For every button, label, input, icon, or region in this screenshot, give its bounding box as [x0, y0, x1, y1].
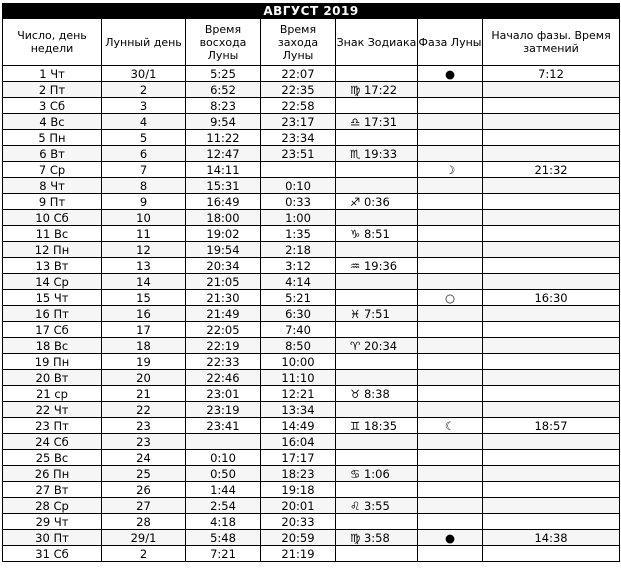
- table-row: [3, 290, 620, 306]
- table-row: [3, 306, 620, 322]
- col-phase-cell: [418, 210, 483, 226]
- col-phase-cell: ●: [418, 530, 483, 546]
- col-phase-start-cell: [483, 514, 620, 530]
- col-day-cell: 30 Пт: [3, 530, 102, 546]
- table-row: [3, 514, 620, 530]
- moon-calendar-table: [2, 3, 620, 562]
- table-row: [3, 146, 620, 162]
- col-zodiac-cell: ♐ 0:36: [336, 194, 418, 210]
- col-zodiac-cell: [336, 370, 418, 386]
- col-day-cell: 24 Сб: [3, 434, 102, 450]
- col-moonrise-cell: 12:47: [186, 146, 261, 162]
- col-moonset-cell: 4:14: [261, 274, 336, 290]
- col-moonrise-cell: 7:21: [186, 546, 261, 562]
- col-moonrise-cell: [186, 434, 261, 450]
- table-title: АВГУСТ 2019: [3, 4, 620, 19]
- col-zodiac-cell: [336, 66, 418, 82]
- col-phase-start-cell: 7:12: [483, 66, 620, 82]
- col-moonset-cell: 23:34: [261, 130, 336, 146]
- col-zodiac-cell: [336, 402, 418, 418]
- col-zodiac-cell: [336, 162, 418, 178]
- col-moonrise-cell: 23:01: [186, 386, 261, 402]
- col-day-cell: 29 Чт: [3, 514, 102, 530]
- table-row: [3, 210, 620, 226]
- col-lunar-day-cell: 19: [102, 354, 186, 370]
- col-zodiac-cell: [336, 482, 418, 498]
- col-day-cell: 25 Вс: [3, 450, 102, 466]
- col-phase-start-cell: [483, 434, 620, 450]
- col-moonrise-cell: 22:05: [186, 322, 261, 338]
- col-moonset-cell: 14:49: [261, 418, 336, 434]
- table-row: [3, 194, 620, 210]
- col-moonset-cell: 22:35: [261, 82, 336, 98]
- col-day-cell: 15 Чт: [3, 290, 102, 306]
- col-moonrise-cell: 11:22: [186, 130, 261, 146]
- col-day-cell: 9 Пт: [3, 194, 102, 210]
- col-phase-start-cell: [483, 258, 620, 274]
- col-zodiac-cell: [336, 242, 418, 258]
- col-moonrise-cell: 4:18: [186, 514, 261, 530]
- col-day-cell: 3 Сб: [3, 98, 102, 114]
- col-moonset-cell: 10:00: [261, 354, 336, 370]
- col-phase-cell: [418, 114, 483, 130]
- col-moonset-cell: 22:07: [261, 66, 336, 82]
- col-lunar-day-cell: 4: [102, 114, 186, 130]
- col-lunar-day-cell: 26: [102, 482, 186, 498]
- table-row: [3, 98, 620, 114]
- col-phase-cell: [418, 370, 483, 386]
- table-row: [3, 466, 620, 482]
- col-phase-cell: [418, 546, 483, 562]
- col-day-cell: 27 Вт: [3, 482, 102, 498]
- col-day-cell: 22 Чт: [3, 402, 102, 418]
- col-day-cell: 28 Ср: [3, 498, 102, 514]
- col-phase-start-cell: [483, 242, 620, 258]
- col-phase-cell: ☽: [418, 162, 483, 178]
- col-phase-cell: [418, 466, 483, 482]
- col-phase-cell: ☾: [418, 418, 483, 434]
- col-moonset-cell: 1:35: [261, 226, 336, 242]
- col-lunar-day-cell: 28: [102, 514, 186, 530]
- col-moonset-cell: 20:33: [261, 514, 336, 530]
- col-phase-cell: [418, 402, 483, 418]
- col-phase-start-cell: [483, 482, 620, 498]
- col-phase-start-cell: 18:57: [483, 418, 620, 434]
- col-day-cell: 1 Чт: [3, 66, 102, 82]
- col-day-cell: 20 Вт: [3, 370, 102, 386]
- table-row: [3, 226, 620, 242]
- table-row: [3, 338, 620, 354]
- col-lunar-day-cell: 25: [102, 466, 186, 482]
- col-lunar-day-cell: 18: [102, 338, 186, 354]
- col-phase-cell: [418, 146, 483, 162]
- col-moonset-cell: 3:12: [261, 258, 336, 274]
- col-zodiac-cell: [336, 354, 418, 370]
- col-day-cell: 4 Вс: [3, 114, 102, 130]
- col-phase-start-cell: [483, 226, 620, 242]
- table-row: [3, 178, 620, 194]
- col-lunar-day-cell: 29/1: [102, 530, 186, 546]
- col-phase-start-cell: [483, 114, 620, 130]
- col-phase-start-cell: [483, 210, 620, 226]
- col-lunar-day-cell: 24: [102, 450, 186, 466]
- col-zodiac-cell: [336, 290, 418, 306]
- table-row: [3, 322, 620, 338]
- col-phase-cell: [418, 306, 483, 322]
- col-day-cell: 10 Сб: [3, 210, 102, 226]
- col-zodiac-cell: [336, 514, 418, 530]
- table-row: [3, 530, 620, 546]
- col-lunar-day-cell: 23: [102, 434, 186, 450]
- col-zodiac-cell: ♎ 17:31: [336, 114, 418, 130]
- table-row: [3, 258, 620, 274]
- col-lunar-day-cell: 9: [102, 194, 186, 210]
- col-phase-cell: [418, 338, 483, 354]
- col-moonrise-cell: 18:00: [186, 210, 261, 226]
- col-zodiac-cell: ♈ 20:34: [336, 338, 418, 354]
- col-day-cell: 13 Вт: [3, 258, 102, 274]
- col-moonrise-cell: 2:54: [186, 498, 261, 514]
- col-lunar-day-cell: 2: [102, 546, 186, 562]
- col-lunar-day-cell: 17: [102, 322, 186, 338]
- header-row: [3, 19, 620, 66]
- col-phase-cell: [418, 386, 483, 402]
- table-row: [3, 114, 620, 130]
- col-moonset-cell: 2:18: [261, 242, 336, 258]
- col-lunar-day-cell: 7: [102, 162, 186, 178]
- col-day-cell: 2 Пт: [3, 82, 102, 98]
- table-row: [3, 66, 620, 82]
- col-phase-start-cell: [483, 386, 620, 402]
- col-zodiac-cell: ♍ 17:22: [336, 82, 418, 98]
- col-zodiac-cell: [336, 178, 418, 194]
- table-row: [3, 386, 620, 402]
- col-day-cell: 26 Пн: [3, 466, 102, 482]
- col-moonrise-cell: 15:31: [186, 178, 261, 194]
- col-phase-start-cell: [483, 274, 620, 290]
- col-phase-start-cell: [483, 498, 620, 514]
- table-row: [3, 482, 620, 498]
- col-lunar-day-cell: 8: [102, 178, 186, 194]
- col-phase-cell: [418, 482, 483, 498]
- table-row: [3, 418, 620, 434]
- col-lunar-day-cell: 16: [102, 306, 186, 322]
- col-zodiac-cell: ♓ 7:51: [336, 306, 418, 322]
- table-row: [3, 354, 620, 370]
- col-moonrise-cell: 5:48: [186, 530, 261, 546]
- col-lunar-day-cell: 22: [102, 402, 186, 418]
- col-day-cell: 19 Пн: [3, 354, 102, 370]
- col-moonset-cell: 1:00: [261, 210, 336, 226]
- col-moonset-cell: 20:01: [261, 498, 336, 514]
- col-zodiac-cell: [336, 274, 418, 290]
- col-moonrise-cell: 0:10: [186, 450, 261, 466]
- col-day-cell: 5 Пн: [3, 130, 102, 146]
- col-lunar-day-cell: 6: [102, 146, 186, 162]
- col-lunar-day-cell: 3: [102, 98, 186, 114]
- col-phase-start-cell: [483, 402, 620, 418]
- table-row: [3, 434, 620, 450]
- col-moonset-cell: [261, 162, 336, 178]
- col-phase-cell: [418, 498, 483, 514]
- table-row: [3, 130, 620, 146]
- col-moonset-cell: 0:10: [261, 178, 336, 194]
- col-moonset-cell: 7:40: [261, 322, 336, 338]
- col-moonset-cell: 6:30: [261, 306, 336, 322]
- col-moonrise-cell: 5:25: [186, 66, 261, 82]
- col-moonset-header: Время захода Луны: [261, 19, 336, 66]
- col-phase-start-cell: [483, 322, 620, 338]
- col-zodiac-cell: ♍ 3:58: [336, 530, 418, 546]
- table-row: [3, 498, 620, 514]
- col-day-cell: 11 Вс: [3, 226, 102, 242]
- col-phase-cell: ●: [418, 66, 483, 82]
- col-zodiac-cell: [336, 98, 418, 114]
- col-phase-start-cell: [483, 146, 620, 162]
- col-moonset-cell: 22:58: [261, 98, 336, 114]
- col-zodiac-cell: [336, 546, 418, 562]
- table-row: [3, 546, 620, 562]
- col-moonset-cell: 8:50: [261, 338, 336, 354]
- col-phase-start-cell: [483, 354, 620, 370]
- col-lunar-day-cell: 15: [102, 290, 186, 306]
- col-phase-cell: [418, 450, 483, 466]
- col-zodiac-cell: [336, 450, 418, 466]
- col-phase-start-cell: [483, 546, 620, 562]
- col-day-cell: 18 Вс: [3, 338, 102, 354]
- col-phase-cell: [418, 258, 483, 274]
- col-moonrise-cell: 23:41: [186, 418, 261, 434]
- col-lunar-day-cell: 5: [102, 130, 186, 146]
- col-moonset-cell: 0:33: [261, 194, 336, 210]
- table-body: [3, 66, 620, 562]
- col-zodiac-cell: ♏ 19:33: [336, 146, 418, 162]
- col-moonrise-cell: 22:46: [186, 370, 261, 386]
- col-phase-start-cell: [483, 98, 620, 114]
- col-moonrise-cell: 22:19: [186, 338, 261, 354]
- col-phase-start-cell: [483, 466, 620, 482]
- col-moonrise-cell: 21:30: [186, 290, 261, 306]
- col-phase-start-cell: [483, 306, 620, 322]
- col-moonset-cell: 13:34: [261, 402, 336, 418]
- col-zodiac-cell: ♌ 3:55: [336, 498, 418, 514]
- col-phase-cell: [418, 98, 483, 114]
- col-phase-start-cell: 14:38: [483, 530, 620, 546]
- col-day-cell: 12 Пн: [3, 242, 102, 258]
- col-zodiac-header: Знак Зодиака: [336, 19, 418, 66]
- col-day-cell: 31 Сб: [3, 546, 102, 562]
- col-moonset-cell: 23:51: [261, 146, 336, 162]
- col-moonrise-cell: 23:19: [186, 402, 261, 418]
- col-moonset-cell: 17:17: [261, 450, 336, 466]
- col-phase-start-cell: 21:32: [483, 162, 620, 178]
- col-zodiac-cell: ♋ 1:06: [336, 466, 418, 482]
- col-lunar-day-header: Лунный день: [102, 19, 186, 66]
- col-moonrise-cell: 19:02: [186, 226, 261, 242]
- col-moonrise-cell: 20:34: [186, 258, 261, 274]
- col-moonset-cell: 18:23: [261, 466, 336, 482]
- table-row: [3, 450, 620, 466]
- col-phase-start-cell: [483, 450, 620, 466]
- col-moonset-cell: 11:10: [261, 370, 336, 386]
- col-phase-cell: [418, 514, 483, 530]
- col-zodiac-cell: ♊ 18:35: [336, 418, 418, 434]
- col-lunar-day-cell: 12: [102, 242, 186, 258]
- col-phase-start-header: Начало фазы. Время затмений: [483, 19, 620, 66]
- col-day-cell: 7 Ср: [3, 162, 102, 178]
- col-lunar-day-cell: 13: [102, 258, 186, 274]
- col-lunar-day-cell: 23: [102, 418, 186, 434]
- col-zodiac-cell: [336, 210, 418, 226]
- col-lunar-day-cell: 27: [102, 498, 186, 514]
- col-day-header: Число, день недели: [3, 19, 102, 66]
- col-phase-start-cell: [483, 338, 620, 354]
- col-phase-cell: [418, 242, 483, 258]
- col-moonrise-cell: 21:49: [186, 306, 261, 322]
- col-lunar-day-cell: 30/1: [102, 66, 186, 82]
- col-lunar-day-cell: 10: [102, 210, 186, 226]
- col-moonset-cell: 12:21: [261, 386, 336, 402]
- col-moonrise-cell: 16:49: [186, 194, 261, 210]
- col-phase-start-cell: 16:30: [483, 290, 620, 306]
- col-phase-cell: ○: [418, 290, 483, 306]
- col-day-cell: 8 Чт: [3, 178, 102, 194]
- table-row: [3, 242, 620, 258]
- col-phase-start-cell: [483, 370, 620, 386]
- col-lunar-day-cell: 21: [102, 386, 186, 402]
- table-row: [3, 274, 620, 290]
- col-moonrise-header: Время восхода Луны: [186, 19, 261, 66]
- col-moonrise-cell: 21:05: [186, 274, 261, 290]
- col-lunar-day-cell: 11: [102, 226, 186, 242]
- col-phase-cell: [418, 130, 483, 146]
- col-phase-start-cell: [483, 178, 620, 194]
- col-moonset-cell: 16:04: [261, 434, 336, 450]
- col-moonset-cell: 5:21: [261, 290, 336, 306]
- col-zodiac-cell: ♉ 8:38: [336, 386, 418, 402]
- col-phase-cell: [418, 354, 483, 370]
- col-day-cell: 16 Пт: [3, 306, 102, 322]
- col-day-cell: 21 ср: [3, 386, 102, 402]
- table-row: [3, 402, 620, 418]
- col-day-cell: 14 Ср: [3, 274, 102, 290]
- col-moonset-cell: 19:18: [261, 482, 336, 498]
- table-row: [3, 370, 620, 386]
- col-phase-start-cell: [483, 130, 620, 146]
- col-phase-cell: [418, 226, 483, 242]
- col-moonrise-cell: 19:54: [186, 242, 261, 258]
- col-moonrise-cell: 1:44: [186, 482, 261, 498]
- col-lunar-day-cell: 20: [102, 370, 186, 386]
- col-moonrise-cell: 8:23: [186, 98, 261, 114]
- col-lunar-day-cell: 2: [102, 82, 186, 98]
- col-phase-cell: [418, 434, 483, 450]
- col-zodiac-cell: ♒ 19:36: [336, 258, 418, 274]
- table-row: [3, 82, 620, 98]
- col-moonrise-cell: 22:33: [186, 354, 261, 370]
- col-day-cell: 6 Вт: [3, 146, 102, 162]
- col-phase-start-cell: [483, 194, 620, 210]
- col-moonrise-cell: 14:11: [186, 162, 261, 178]
- col-day-cell: 17 Сб: [3, 322, 102, 338]
- col-zodiac-cell: [336, 434, 418, 450]
- col-phase-header: Фаза Луны: [418, 19, 483, 66]
- col-phase-cell: [418, 274, 483, 290]
- col-moonset-cell: 20:59: [261, 530, 336, 546]
- col-zodiac-cell: [336, 322, 418, 338]
- table-row: [3, 162, 620, 178]
- col-moonset-cell: 23:17: [261, 114, 336, 130]
- col-phase-start-cell: [483, 82, 620, 98]
- col-phase-cell: [418, 194, 483, 210]
- col-moonset-cell: 21:19: [261, 546, 336, 562]
- col-moonrise-cell: 6:52: [186, 82, 261, 98]
- col-moonrise-cell: 0:50: [186, 466, 261, 482]
- col-phase-cell: [418, 322, 483, 338]
- col-phase-cell: [418, 82, 483, 98]
- col-lunar-day-cell: 14: [102, 274, 186, 290]
- col-moonrise-cell: 9:54: [186, 114, 261, 130]
- col-zodiac-cell: ♑ 8:51: [336, 226, 418, 242]
- col-phase-cell: [418, 178, 483, 194]
- col-day-cell: 23 Пт: [3, 418, 102, 434]
- col-zodiac-cell: [336, 130, 418, 146]
